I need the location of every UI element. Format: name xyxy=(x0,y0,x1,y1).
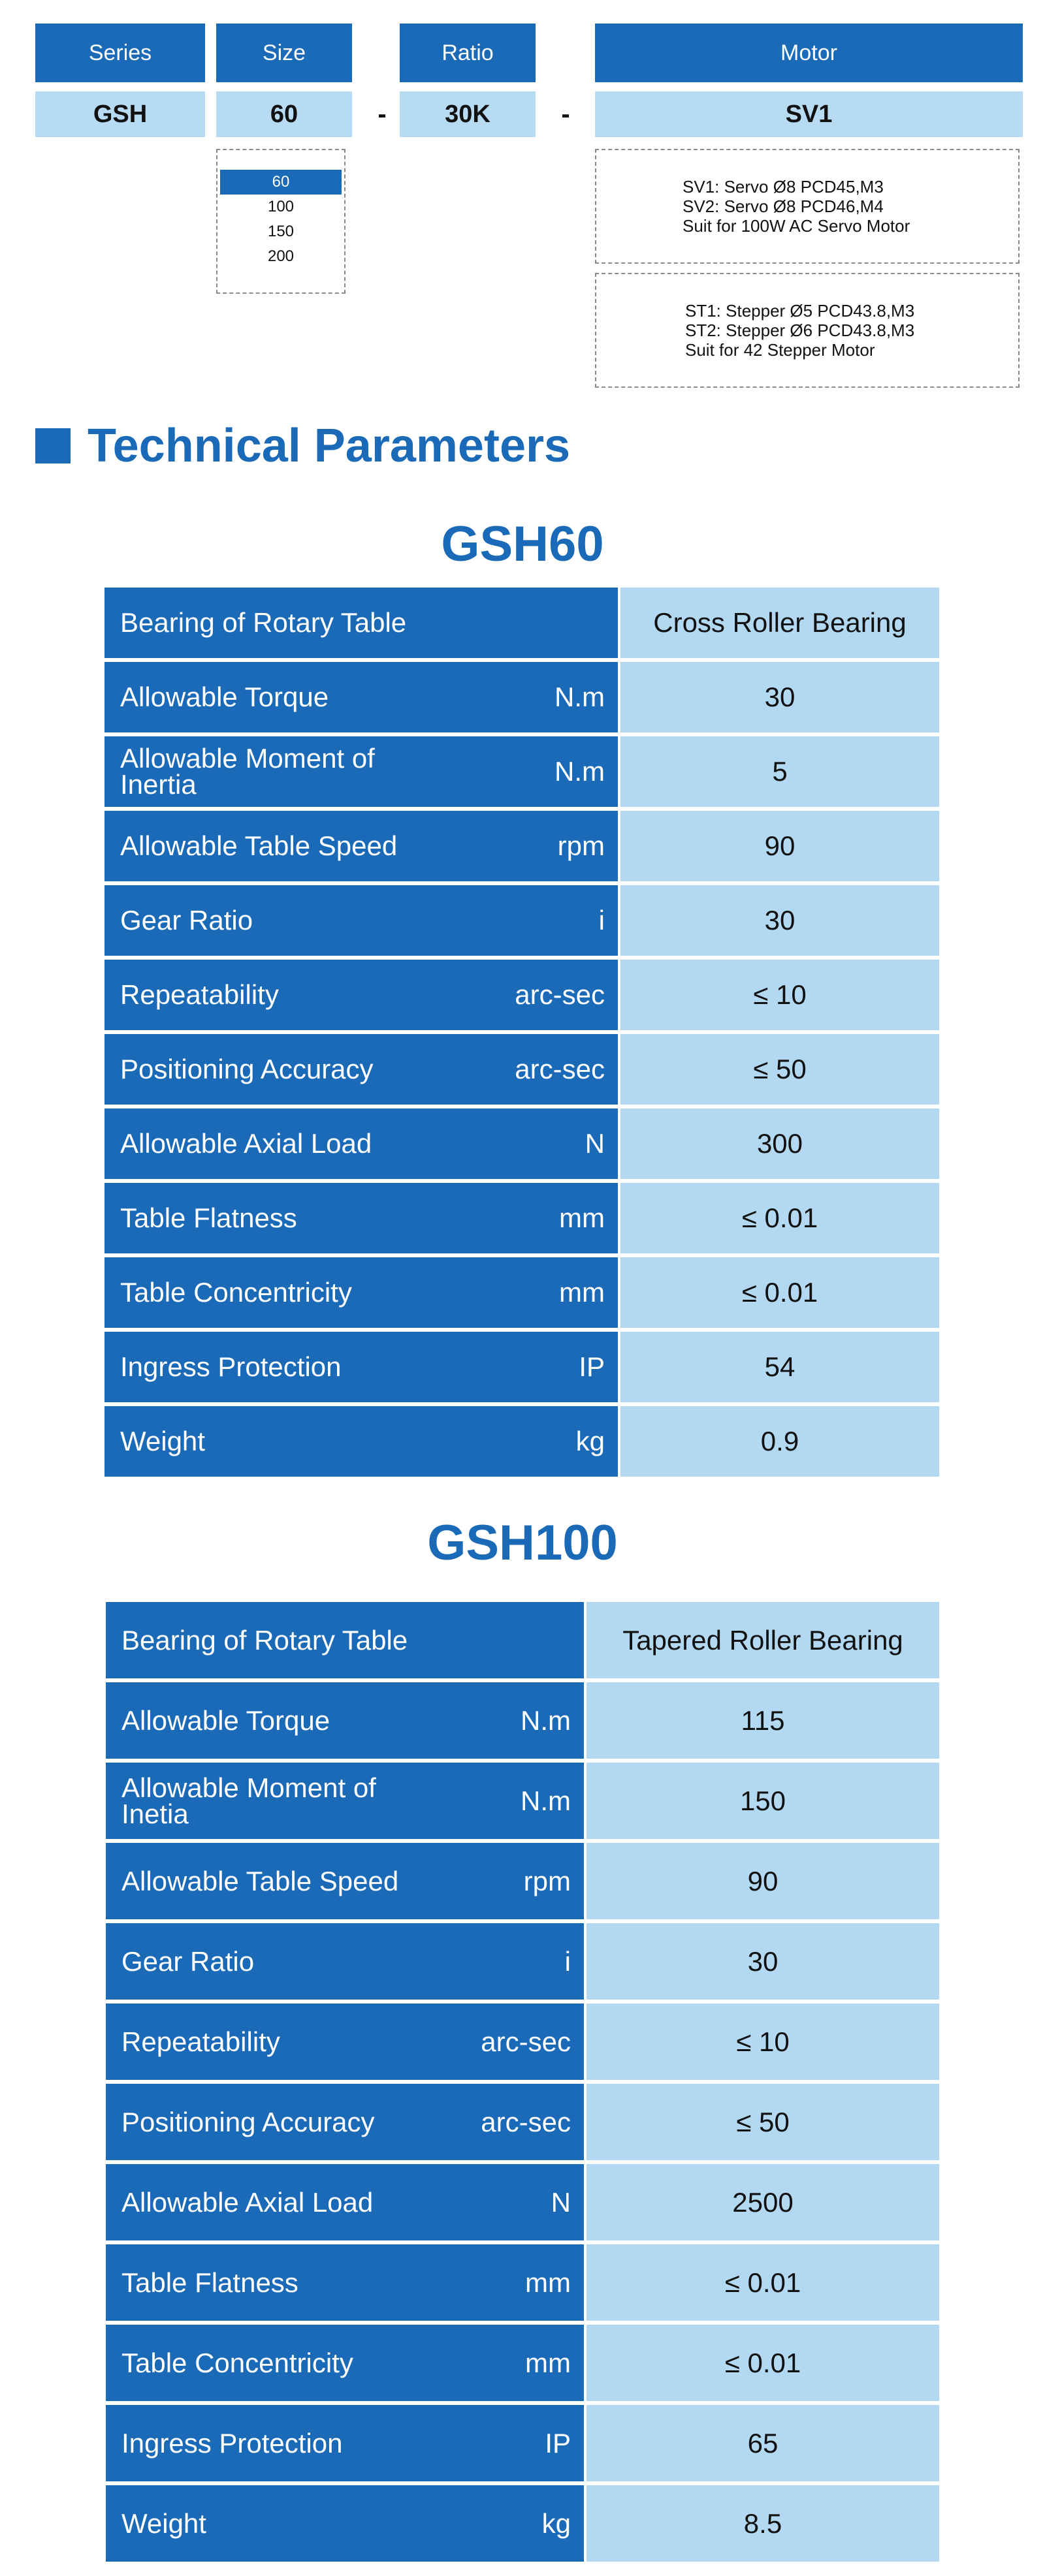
parameter-value: 65 xyxy=(587,2405,939,2485)
parameter-unit: kg xyxy=(575,1426,605,1456)
parameter-unit: rpm xyxy=(523,1865,571,1896)
parameter-value: 2500 xyxy=(587,2164,939,2244)
parameter-name: Positioning Accuracy xyxy=(121,2106,375,2137)
parameter-unit: i xyxy=(564,1945,571,1977)
parameter-unit: arc-sec xyxy=(515,1054,605,1084)
parameter-cell xyxy=(106,1923,587,2003)
parameter-name: Allowable Moment of Inertia xyxy=(120,743,375,800)
parameter-value: 115 xyxy=(587,1682,939,1763)
parameter-cell xyxy=(104,662,620,736)
parameter-cell xyxy=(104,1257,620,1332)
parameter-cell xyxy=(106,2325,587,2405)
parameter-cell xyxy=(106,2164,587,2244)
parameter-unit: mm xyxy=(525,2347,571,2378)
separator-dash: - xyxy=(378,99,387,129)
motor-option-line: SV1: Servo Ø8 PCD45,M3 xyxy=(683,177,884,196)
table-row xyxy=(104,1406,939,1481)
parameter-name: Gear Ratio xyxy=(121,1945,255,1977)
parameter-unit: arc-sec xyxy=(481,2026,571,2057)
size-option[interactable]: 60 xyxy=(220,170,342,195)
header-size: Size xyxy=(216,24,352,82)
size-option[interactable]: 100 xyxy=(267,198,295,215)
parameter-cell xyxy=(106,1682,587,1763)
spec-table-gsh60 xyxy=(104,588,942,1481)
parameter-name: Weight xyxy=(120,1426,205,1456)
parameter-unit: N xyxy=(551,2186,571,2218)
table-row xyxy=(104,1108,939,1183)
table-row xyxy=(106,1602,939,1682)
parameter-cell xyxy=(106,2003,587,2084)
parameter-value: Tapered Roller Bearing xyxy=(587,1602,939,1682)
parameter-value: Cross Roller Bearing xyxy=(620,588,939,662)
parameter-cell xyxy=(106,2405,587,2485)
parameter-unit: rpm xyxy=(557,830,605,861)
separator-dash: - xyxy=(561,99,570,129)
parameter-cell xyxy=(104,588,620,662)
parameter-cell xyxy=(106,1843,587,1923)
parameter-cell xyxy=(104,1406,620,1481)
parameter-name: Table Flatness xyxy=(120,1202,297,1233)
parameter-cell xyxy=(104,811,620,885)
size-option[interactable]: 200 xyxy=(267,247,295,265)
parameter-cell xyxy=(104,1034,620,1108)
parameter-value: ≤ 50 xyxy=(620,1034,939,1108)
table-row xyxy=(106,1763,939,1843)
parameter-name: Table Concentricity xyxy=(121,2347,353,2378)
parameter-value: ≤ 0.01 xyxy=(587,2325,939,2405)
parameter-value: ≤ 0.01 xyxy=(620,1257,939,1332)
parameter-cell xyxy=(106,1763,587,1843)
parameter-cell xyxy=(104,1183,620,1257)
parameter-value: 90 xyxy=(620,811,939,885)
table-row xyxy=(104,1034,939,1108)
parameter-value: 0.9 xyxy=(620,1406,939,1481)
parameter-name: Allowable Moment of Inetia xyxy=(121,1772,376,1829)
parameter-value: ≤ 50 xyxy=(587,2084,939,2164)
parameter-unit: mm xyxy=(559,1202,605,1233)
parameter-name: Allowable Axial Load xyxy=(120,1128,372,1159)
servo-motor-options xyxy=(595,149,1020,264)
value-size: 60 xyxy=(216,91,352,137)
parameter-name: Allowable Torque xyxy=(121,1704,330,1736)
parameter-name: Ingress Protection xyxy=(121,2427,343,2458)
section-title: Technical Parameters xyxy=(88,420,571,472)
table-row xyxy=(104,662,939,736)
parameter-value: 90 xyxy=(587,1843,939,1923)
table-row xyxy=(106,2405,939,2485)
size-option[interactable]: 150 xyxy=(267,223,295,240)
parameter-name: Allowable Torque xyxy=(120,682,329,712)
parameter-unit: N.m xyxy=(521,1785,571,1816)
header-ratio: Ratio xyxy=(400,24,536,82)
parameter-value: 30 xyxy=(620,885,939,960)
parameter-cell xyxy=(106,1602,587,1682)
parameter-name: Allowable Axial Load xyxy=(121,2186,374,2218)
table-row xyxy=(104,588,939,662)
parameter-unit: N xyxy=(585,1128,605,1159)
table-row xyxy=(104,960,939,1034)
parameter-name: Allowable Table Speed xyxy=(121,1865,399,1896)
parameter-value: 150 xyxy=(587,1763,939,1843)
table-title-gsh60: GSH60 xyxy=(441,516,604,572)
table-row xyxy=(104,1183,939,1257)
motor-option-line: SV2: Servo Ø8 PCD46,M4 xyxy=(683,196,884,216)
parameter-value: ≤ 0.01 xyxy=(620,1183,939,1257)
parameter-cell xyxy=(106,2244,587,2325)
value-series: GSH xyxy=(35,91,205,137)
parameter-name: Gear Ratio xyxy=(120,905,253,935)
value-ratio: 30K xyxy=(400,91,536,137)
parameter-value: 5 xyxy=(620,736,939,811)
table-row xyxy=(106,2164,939,2244)
parameter-value: ≤ 0.01 xyxy=(587,2244,939,2325)
motor-option-line: Suit for 42 Stepper Motor xyxy=(685,340,875,360)
parameter-cell xyxy=(104,736,620,811)
parameter-value: 8.5 xyxy=(587,2485,939,2566)
parameter-unit: mm xyxy=(559,1277,605,1308)
parameter-unit: IP xyxy=(545,2427,571,2458)
parameter-unit: arc-sec xyxy=(515,979,605,1010)
parameter-unit: N.m xyxy=(555,682,605,712)
parameter-name: Table Flatness xyxy=(121,2267,298,2298)
parameter-unit: N.m xyxy=(555,756,605,787)
parameter-name: Ingress Protection xyxy=(120,1351,342,1382)
table-row xyxy=(104,1257,939,1332)
parameter-cell xyxy=(104,1108,620,1183)
parameter-unit: kg xyxy=(541,2507,571,2539)
parameter-cell xyxy=(104,885,620,960)
header-series: Series xyxy=(35,24,205,82)
table-row xyxy=(106,2325,939,2405)
parameter-unit: N.m xyxy=(521,1704,571,1736)
table-row xyxy=(106,1923,939,2003)
parameter-name: Positioning Accuracy xyxy=(120,1054,374,1084)
parameter-unit: arc-sec xyxy=(481,2106,571,2137)
parameter-value: 300 xyxy=(620,1108,939,1183)
parameter-cell xyxy=(104,1332,620,1406)
table-row xyxy=(106,2244,939,2325)
parameter-name: Repeatability xyxy=(121,2026,280,2057)
spec-table-gsh100 xyxy=(106,1602,939,2573)
parameter-name: Allowable Table Speed xyxy=(120,830,398,861)
table-row xyxy=(106,2084,939,2164)
parameter-value: 30 xyxy=(620,662,939,736)
table-row xyxy=(106,2485,939,2566)
motor-option-line: ST1: Stepper Ø5 PCD43.8,M3 xyxy=(685,301,915,321)
parameter-name: Bearing of Rotary Table xyxy=(121,1624,408,1656)
table-row xyxy=(106,1843,939,1923)
parameter-cell xyxy=(106,2084,587,2164)
parameter-value: 30 xyxy=(587,1923,939,2003)
parameter-unit: i xyxy=(598,905,605,935)
table-row xyxy=(106,1682,939,1763)
parameter-unit: IP xyxy=(579,1351,605,1382)
parameter-name: Bearing of Rotary Table xyxy=(120,607,407,638)
parameter-cell xyxy=(106,2485,587,2566)
parameter-name: Weight xyxy=(121,2507,206,2539)
parameter-value: ≤ 10 xyxy=(587,2003,939,2084)
table-row xyxy=(104,1332,939,1406)
parameter-value: ≤ 10 xyxy=(620,960,939,1034)
header-motor: Motor xyxy=(595,24,1023,82)
parameter-name: Repeatability xyxy=(120,979,279,1010)
parameter-unit: mm xyxy=(525,2267,571,2298)
table-title-gsh100: GSH100 xyxy=(427,1515,618,1571)
motor-option-line: Suit for 100W AC Servo Motor xyxy=(683,216,910,236)
value-motor: SV1 xyxy=(595,91,1023,137)
section-marker xyxy=(35,428,71,463)
size-options-list xyxy=(216,149,346,294)
stepper-motor-options xyxy=(595,273,1020,388)
motor-option-line: ST2: Stepper Ø6 PCD43.8,M3 xyxy=(685,321,915,340)
parameter-name: Table Concentricity xyxy=(120,1277,352,1308)
table-row xyxy=(104,736,939,811)
parameter-value: 54 xyxy=(620,1332,939,1406)
table-row xyxy=(106,2003,939,2084)
table-row xyxy=(104,811,939,885)
parameter-cell xyxy=(104,960,620,1034)
table-row xyxy=(104,885,939,960)
